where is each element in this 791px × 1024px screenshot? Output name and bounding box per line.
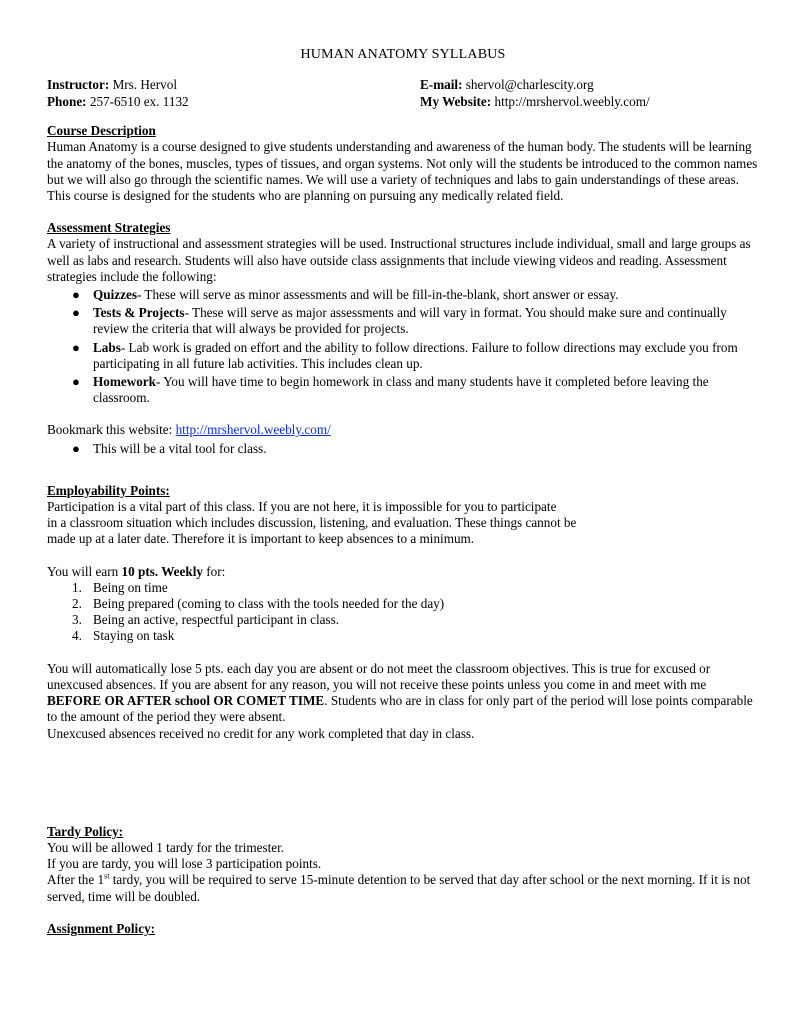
earn-suffix: for:	[202, 563, 226, 579]
tardy-line	[47, 872, 759, 904]
employability-line: in a classroom situation which includes discussion, listening, and evaluation. These things cannot be	[47, 515, 577, 531]
phone-label: Phone:	[47, 93, 87, 109]
employability-line: made up at a later date. Therefore it is important to keep absences to a minimum.	[47, 531, 475, 547]
lose-part2: . Students who are in class for only part of the period will lose points comparable to the amount of the period they were absent.	[47, 693, 753, 725]
assessment-text: - Lab work is graded on effort and the ability to follow directions. Failure to follow directions may exclude you from participating in all future lab activities. This includes clean up.	[93, 339, 738, 371]
tardy-line3-prefix: After the 1	[47, 872, 105, 888]
list-item	[72, 612, 759, 628]
bullet-icon: ●	[72, 339, 80, 355]
lose-part1: You will automatically lose 5 pts. each day you are absent or do not meet the classroom objectives. This is true for excused or unexcused absences. If you are absent for any reason, you will not receive these points unless you come in and meet with me	[47, 660, 711, 692]
lose-bold: BEFORE OR AFTER school OR COMET TIME	[47, 693, 325, 709]
course-description-heading: Course Description	[47, 123, 156, 139]
lose-points-paragraph	[47, 661, 759, 726]
assessment-text: - These will serve as major assessments and will vary in format. You should make sure and continually review the criteria that will always be provided for projects.	[93, 305, 727, 337]
instructor-label: Instructor:	[47, 77, 110, 93]
tardy-line: You will be allowed 1 tardy for the trimester.	[47, 839, 285, 855]
instructor-line	[47, 77, 189, 94]
assessment-list	[47, 287, 759, 406]
assessment-section	[47, 220, 759, 406]
list-number: 2.	[72, 596, 82, 612]
contact-block	[47, 77, 759, 111]
list-text: Being on time	[93, 579, 168, 595]
contact-left	[47, 77, 189, 110]
list-item	[72, 339, 759, 372]
assessment-intro: A variety of instructional and assessment strategies will be used. Instructional structures include individual, small and large groups as well as labs and research. Students will also have outside class assignments that include viewing videos and reading. Assessment strategies include the following:	[47, 236, 751, 284]
website-line	[420, 94, 650, 111]
list-text: Staying on task	[93, 628, 175, 644]
tardy-line: If you are tardy, you will lose 3 participation points.	[47, 856, 322, 872]
tardy-line3-sup: st	[104, 871, 110, 881]
bookmark-list	[47, 441, 759, 457]
list-number: 1.	[72, 579, 82, 595]
website-label: My Website:	[420, 93, 492, 109]
employability-section	[47, 483, 759, 742]
list-item	[72, 628, 759, 644]
syllabus-page	[47, 47, 759, 937]
list-text: Being an active, respectful participant in class.	[93, 612, 340, 628]
tardy-section	[47, 824, 759, 905]
instructor-value: Mrs. Hervol	[109, 77, 178, 93]
assessment-heading: Assessment Strategies	[47, 220, 171, 236]
contact-right	[420, 77, 650, 110]
email-label: E-mail:	[420, 77, 463, 93]
earn-prefix: You will earn	[47, 563, 122, 579]
earn-bold: 10 pts. Weekly	[121, 563, 203, 579]
course-description-section	[47, 123, 759, 204]
list-item	[72, 374, 759, 406]
document-title: HUMAN ANATOMY SYLLABUS	[300, 47, 506, 62]
employability-line: Participation is a vital part of this class. If you are not here, it is impossible for you to participate	[47, 499, 557, 515]
assessment-term: Homework	[93, 374, 156, 390]
earn-line	[47, 564, 759, 580]
phone-line	[47, 94, 189, 111]
list-number: 3.	[72, 612, 82, 628]
website-link[interactable]: http://mrshervol.weebly.com/	[175, 422, 331, 438]
assignment-section	[47, 921, 759, 937]
tardy-line3-suffix: tardy, you will be required to serve 15-minute detention to be served that day after school or the next morning. If it is not served, time will be doubled.	[47, 872, 751, 904]
list-text: Being prepared (coming to class with the tools needed for the day)	[93, 596, 445, 612]
list-number: 4.	[72, 628, 82, 644]
unexcused-line: Unexcused absences received no credit for any work completed that day in class.	[47, 725, 475, 741]
website-value: http://mrshervol.weebly.com/	[491, 93, 650, 109]
earn-list	[47, 580, 759, 645]
bookmark-section	[47, 422, 759, 456]
list-item	[72, 579, 759, 596]
tardy-heading: Tardy Policy:	[47, 823, 124, 839]
assessment-term: Labs	[93, 339, 121, 355]
bullet-icon: ●	[72, 440, 80, 456]
assignment-heading: Assignment Policy:	[47, 920, 156, 936]
bullet-icon: ●	[72, 374, 80, 390]
assessment-term: Tests & Projects	[93, 305, 185, 321]
list-item	[72, 440, 759, 457]
assessment-term: Quizzes	[93, 287, 137, 303]
assessment-text: - These will serve as minor assessments and will be fill-in-the-blank, short answer or essay.	[136, 287, 619, 303]
list-item	[72, 287, 759, 303]
email-value: shervol@charlescity.org	[462, 77, 594, 93]
bullet-icon: ●	[72, 305, 80, 321]
bookmark-prefix: Bookmark this website:	[47, 422, 176, 438]
email-line	[420, 77, 650, 94]
phone-value: 257-6510 ex. 1132	[86, 93, 189, 109]
list-item	[72, 305, 759, 337]
assessment-text: - You will have time to begin homework in class and many students have it completed before leaving the classroom.	[93, 374, 709, 406]
bookmark-line	[47, 422, 759, 438]
employability-heading: Employability Points:	[47, 482, 170, 498]
list-item	[72, 596, 759, 612]
bookmark-bullet-text: This will be a vital tool for class.	[93, 440, 267, 456]
bullet-icon: ●	[72, 287, 80, 303]
course-description-text: Human Anatomy is a course designed to give students understanding and awareness of the human body. The students will be learning the anatomy of the bones, muscles, types of tissues, and organ systems. Not only will the students be introduced to the common names but we will also go through the scientific names. We will use a variety of techniques and labs to gain understandings of these areas. This course is designed for the students who are planning on pursuing any medically related field.	[47, 139, 758, 204]
